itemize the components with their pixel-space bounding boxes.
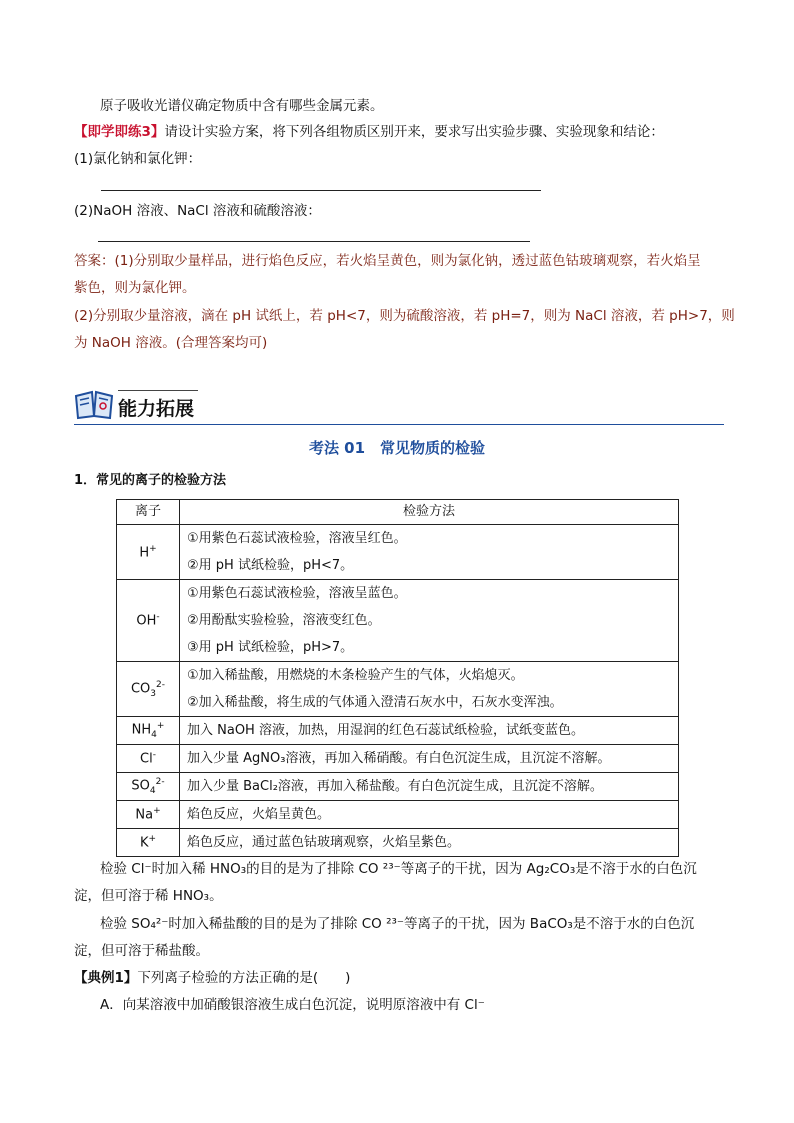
ion-charge: + xyxy=(153,806,161,817)
ion-formula xyxy=(117,717,180,745)
method-step: 焰色反应，通过蓝色钴玻璃观察，火焰呈紫色。 xyxy=(187,835,461,850)
ion-charge: - xyxy=(156,612,160,623)
table-row xyxy=(117,525,679,580)
answer-line-3: (2)分别取少量溶液，滴在 pH 试纸上，若 pH<7，则为硫酸溶液，若 pH=7，则为 NaCl 溶液，若 pH>7，则 xyxy=(74,308,735,324)
table-row xyxy=(117,801,679,829)
answer-line-2: 紫色，则为氯化钾。 xyxy=(74,280,196,296)
method-step: ①加入稀盐酸，用燃烧的木条检验产生的气体，火焰熄灭。 xyxy=(187,668,524,683)
example-block xyxy=(74,968,350,988)
section-divider xyxy=(74,424,724,425)
ion-charge: + xyxy=(148,834,157,845)
ion-symbol: K xyxy=(139,835,149,851)
ion-symbol: H xyxy=(139,545,150,561)
method-step: 加入少量 BaCl₂溶液，再加入稀盐酸。有白色沉淀生成，且沉淀不溶解。 xyxy=(187,779,603,794)
answer-blank-2 xyxy=(98,241,530,242)
example-prompt: 下列离子检验的方法正确的是( ) xyxy=(137,970,351,986)
method-cell xyxy=(180,801,679,829)
ion-subscript: 4 xyxy=(151,729,157,740)
table-row xyxy=(117,745,679,773)
ion-symbol: CO xyxy=(130,680,151,696)
note-1-line-1: 检验 Cl⁻时加入稀 HNO₃的目的是为了排除 CO ²³⁻等离子的干扰，因为 Ag₂CO₃是不溶于水的白色沉 xyxy=(100,861,697,877)
table-header-row xyxy=(117,500,679,525)
note-2-line-2: 淀，但可溶于稀盐酸。 xyxy=(74,943,209,959)
ion-symbol: Cl xyxy=(140,751,153,767)
exercise-block xyxy=(74,122,664,142)
ion-charge: - xyxy=(152,750,156,761)
ion-subscript: 3 xyxy=(150,688,157,699)
note-2-line-1: 检验 SO₄²⁻时加入稀盐酸的目的是为了排除 CO ²³⁻等离子的干扰，因为 BaCO₃是不溶于水的白色沉 xyxy=(100,916,695,932)
ion-formula xyxy=(117,525,180,580)
table-row xyxy=(117,662,679,717)
table-row xyxy=(117,717,679,745)
table-row xyxy=(117,580,679,662)
ion-symbol: Na xyxy=(135,807,154,823)
ion-formula xyxy=(117,745,180,773)
exercise-prompt: 请设计实验方案，将下列各组物质区别开来，要求写出实验步骤、实验现象和结论： xyxy=(164,124,664,140)
method-cell xyxy=(180,717,679,745)
ion-formula xyxy=(117,801,180,829)
answer-line-4: 为 NaOH 溶液。(合理答案均可) xyxy=(74,335,268,351)
ion-symbol: OH xyxy=(136,613,157,629)
method-cell xyxy=(180,773,679,801)
ion-formula xyxy=(117,773,180,801)
section-banner: 能力拓展 xyxy=(118,398,195,420)
ion-symbol: SO xyxy=(131,778,150,794)
ion-charge: + xyxy=(149,543,157,554)
banner-rule xyxy=(118,390,198,391)
ion-symbol: NH xyxy=(131,722,152,738)
exercise-tag: 【即学即练3】 xyxy=(74,124,165,140)
ion-charge: 2- xyxy=(156,679,166,690)
ion-subscript: 4 xyxy=(149,785,156,796)
method-cell xyxy=(180,829,679,857)
note-1-line-2: 淀，但可溶于稀 HNO₃。 xyxy=(74,888,223,904)
ion-formula xyxy=(117,580,180,662)
method-step: ③用 pH 试纸检验，pH>7。 xyxy=(187,640,354,655)
intro-text: 原子吸收光谱仪确定物质中含有哪些金属元素。 xyxy=(100,98,384,114)
method-step: 焰色反应，火焰呈黄色。 xyxy=(187,807,331,822)
table-row xyxy=(117,773,679,801)
ion-charge: + xyxy=(156,721,165,732)
question-2: (2)NaOH 溶液、NaCl 溶液和硫酸溶液： xyxy=(74,203,321,219)
method-step: 加入少量 AgNO₃溶液，再加入稀硝酸。有白色沉淀生成，且沉淀不溶解。 xyxy=(187,751,611,766)
ion-charge: 2- xyxy=(155,777,165,788)
method-step: ②加入稀盐酸，将生成的气体通入澄清石灰水中，石灰水变浑浊。 xyxy=(187,695,563,710)
answer-line-1: 答案：(1)分别取少量样品，进行焰色反应，若火焰呈黄色，则为氯化钠，透过蓝色钴玻璃观察，若火焰呈 xyxy=(74,253,701,269)
method-step: ②用 pH 试纸检验，pH<7。 xyxy=(187,558,354,573)
header-method: 检验方法 xyxy=(180,500,679,525)
example-option-a: A．向某溶液中加硝酸银溶液生成白色沉淀，说明原溶液中有 Cl⁻ xyxy=(100,997,485,1013)
method-step: ①用紫色石蕊试液检验，溶液呈蓝色。 xyxy=(187,586,407,601)
section-title: 考法 01 常见物质的检验 xyxy=(308,439,486,457)
question-1: (1)氯化钠和氯化钾： xyxy=(74,151,202,167)
example-tag: 【典例1】 xyxy=(74,970,138,986)
method-cell xyxy=(180,662,679,717)
method-step: 加入 NaOH 溶液，加热，用湿润的红色石蕊试纸检验，试纸变蓝色。 xyxy=(187,723,584,738)
method-cell xyxy=(180,580,679,662)
method-cell xyxy=(180,525,679,580)
ion-test-table xyxy=(116,499,679,857)
section-subtitle: 1．常见的离子的检验方法 xyxy=(74,473,227,488)
method-step: ②用酚酞实验检验，溶液变红色。 xyxy=(187,613,381,628)
method-step: ①用紫色石蕊试液检验，溶液呈红色。 xyxy=(187,531,407,546)
answer-blank-1 xyxy=(101,190,541,191)
header-ion: 离子 xyxy=(117,500,180,525)
method-cell xyxy=(180,745,679,773)
open-book-icon xyxy=(74,386,114,422)
ion-formula xyxy=(117,662,180,717)
ion-formula xyxy=(117,829,180,857)
table-row xyxy=(117,829,679,857)
